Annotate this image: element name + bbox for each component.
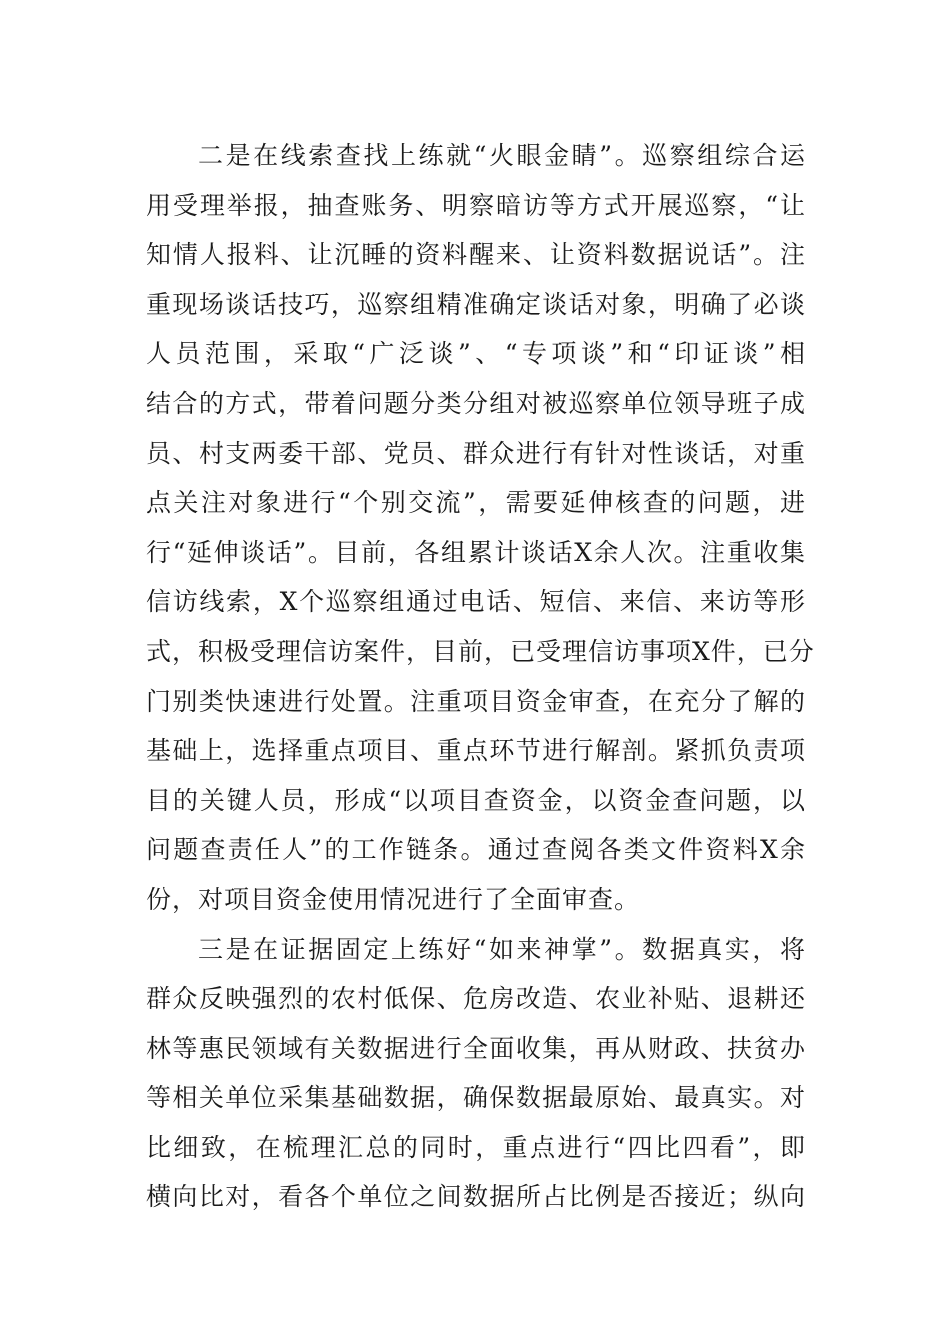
document-body <box>146 131 815 1222</box>
text-line: 行“延伸谈话”。目前，各组累计谈话X余人次。注重收集 <box>146 537 806 567</box>
text-line: 份，对项目资金使用情况进行了全面审查。 <box>146 884 641 914</box>
text-line: 群众反映强烈的农村低保、危房改造、农业补贴、退耕还 <box>146 984 806 1014</box>
text-line: 式，积极受理信访案件，目前，已受理信访事项X件，已分 <box>146 636 815 666</box>
text-line: 员、村支两委干部、党员、群众进行有针对性谈话，对重 <box>146 438 806 468</box>
text-line: 横向比对，看各个单位之间数据所占比例是否接近；纵向 <box>146 1182 806 1212</box>
text-line: 目的关键人员，形成“以项目查资金，以资金查问题，以 <box>146 785 806 815</box>
paragraph-evidence-fixing <box>146 925 806 1223</box>
text-line: 林等惠民领域有关数据进行全面收集，再从财政、扶贫办 <box>146 1033 806 1063</box>
text-line: 信访线索，X个巡察组通过电话、短信、来信、来访等形 <box>146 587 806 617</box>
text-line: 点关注对象进行“个别交流”，需要延伸核查的问题，进 <box>146 488 806 518</box>
text-line: 用受理举报，抽查账务、明察暗访等方式开展巡察，“让 <box>146 190 806 220</box>
text-line: 问题查责任人”的工作链条。通过查阅各类文件资料X余 <box>146 835 806 865</box>
text-line: 三是在证据固定上练好“如来神掌”。数据真实，将 <box>198 934 806 964</box>
text-line: 人员范围，采取“广泛谈”、“专项谈”和“印证谈”相 <box>146 339 806 369</box>
text-line: 等相关单位采集基础数据，确保数据最原始、最真实。对 <box>146 1083 806 1113</box>
text-line: 二是在线索查找上练就“火眼金睛”。巡察组综合运 <box>198 141 806 170</box>
text-line: 门别类快速进行处置。注重项目资金审查，在充分了解的 <box>146 686 806 716</box>
text-line: 知情人报料、让沉睡的资料醒来、让资料数据说话”。注 <box>146 240 806 270</box>
text-line: 结合的方式，带着问题分类分组对被巡察单位领导班子成 <box>146 388 806 418</box>
paragraph-clue-search <box>146 131 815 925</box>
text-line: 基础上，选择重点项目、重点环节进行解剖。紧抓负责项 <box>146 736 806 766</box>
text-line: 重现场谈话技巧，巡察组精准确定谈话对象，明确了必谈 <box>146 289 806 319</box>
text-line: 比细致，在梳理汇总的同时，重点进行“四比四看”，即 <box>146 1132 806 1162</box>
